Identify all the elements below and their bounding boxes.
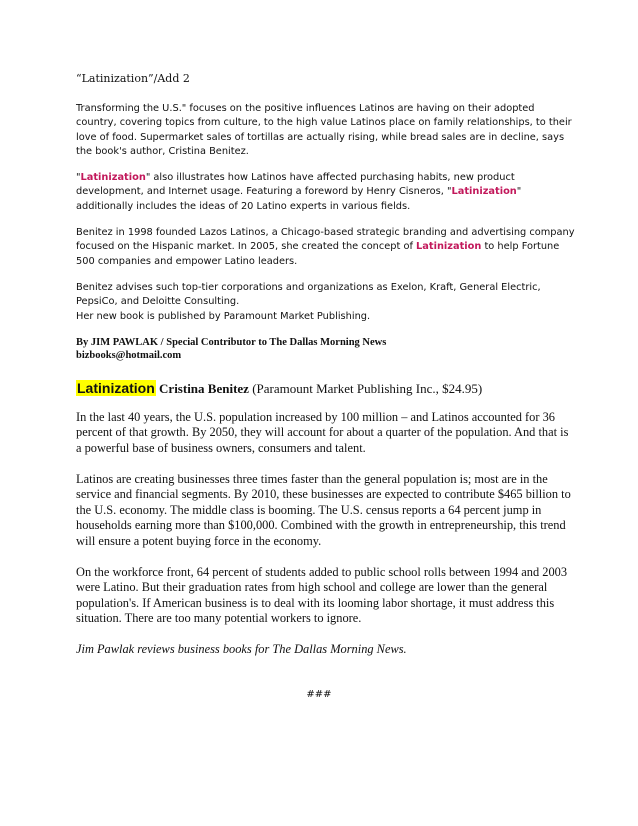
paragraph-text: Benitez in 1998 founded Lazos Latinos, a Chicago-based strategic branding and advertising company focused on the Hispanic market. In 2005, she created the concept of (76, 227, 575, 253)
keyword-latinization: Latinization (451, 186, 517, 198)
book-details: (Paramount Market Publishing Inc., $24.95) (252, 380, 483, 396)
keyword-latinization: Latinization (80, 172, 146, 184)
paragraph-text: Benitez advises such top-tier corporations and organizations as Exelon, Kraft, General Electric, PepsiCo, and Deloitte Consulting. (76, 281, 541, 308)
page-header: “Latinization”/Add 2 (76, 72, 190, 85)
book-author: Cristina Benitez (159, 380, 249, 396)
end-mark: ### (306, 689, 332, 700)
paragraph-text: " also illustrates how Latinos have affected purchasing habits, new product development, and Internet usage. Featuring a foreword by Henry Cisneros, " (76, 172, 515, 198)
paragraph-purchasing (76, 171, 576, 214)
paragraph-founding (76, 226, 576, 269)
paragraph-workforce: On the workforce front, 64 percent of students added to public school rolls between 1994 and 2003 were Latino. But their graduation rates from high school and college are lower than the general population's. If American business is to deal with its looming labor shortage, it must address this situation. There are too many potential workers to ignore. (76, 564, 568, 626)
paragraph-businesses: Latinos are creating businesses three times faster than the general population is; most are in the service and financial segments. By 2010, these businesses are expected to contribute $465 billion to the U.S. economy. The middle class is booming. The U.S. census reports a 64 percent jump in households earning more than $100,000. Combined with the growth in entrepreneurship, this trend will ensure a potent buying force in the economy. (76, 471, 571, 549)
keyword-latinization: Latinization (416, 241, 482, 253)
byline: By JIM PAWLAK / Special Contributor to The Dallas Morning News (76, 336, 387, 348)
paragraph-text: " additionally includes the ideas of 20 Latino experts in various fields. (76, 186, 522, 212)
quote-mark: " (76, 172, 81, 184)
paragraph-intro: Transforming the U.S." focuses on the positive influences Latinos are having on their adopted country, covering topics from culture, to the high value Latinos place on family relationships, to their love of food. Supermarket sales of tortillas are actually rising, while bread sales are in decline, says the book's author, Cristina Benitez. (76, 103, 572, 157)
signoff: Jim Pawlak reviews business books for The Dallas Morning News. (76, 641, 407, 656)
book-title-line (76, 380, 576, 397)
document-page (76, 72, 576, 673)
author-email: bizbooks@hotmail.com (76, 349, 182, 361)
book-title: Latinization (77, 379, 155, 396)
paragraph-advises (76, 281, 576, 324)
byline-block (76, 336, 576, 362)
paragraph-text: to help Fortune 500 companies and empower Latino leaders. (76, 241, 560, 267)
paragraph-population: In the last 40 years, the U.S. population increased by 100 million – and Latinos accounted for 36 percent of that growth. By 2050, they will account for about a quarter of the population. And that is a powerful base of business owners, consumers and talent. (76, 409, 569, 456)
paragraph-text: Her new book is published by Paramount Market Publishing. (76, 310, 371, 322)
